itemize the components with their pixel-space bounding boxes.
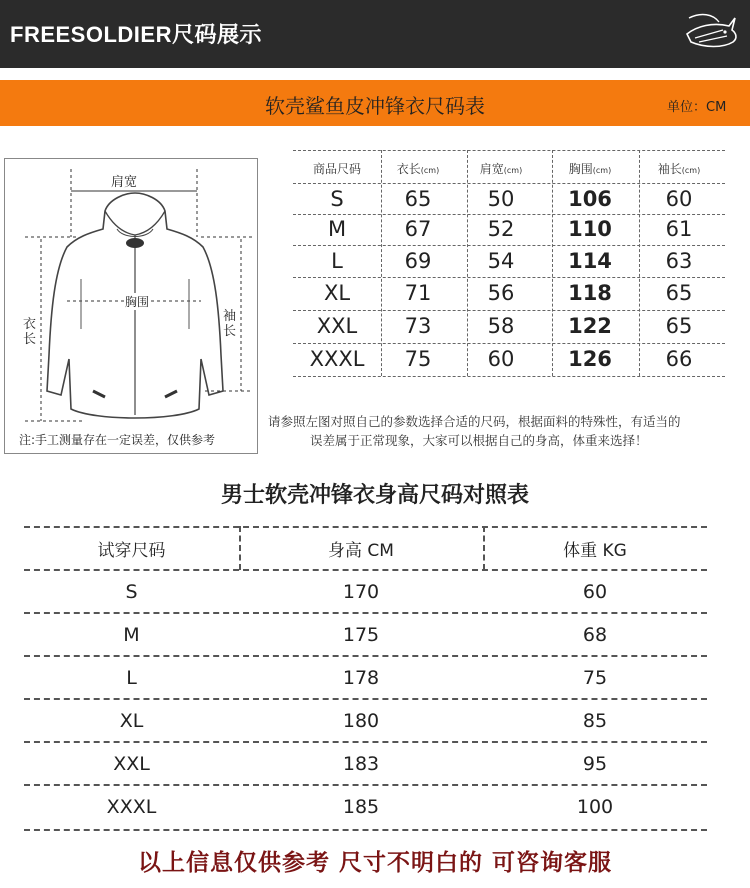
shark-logo-icon: [683, 8, 741, 60]
table-divider: [24, 784, 707, 786]
table-cell: XXXL: [106, 796, 157, 818]
footer-notice: 以上信息仅供参考 尺寸不明白的 可咨询客服: [137, 850, 612, 876]
table-cell: 67: [404, 217, 432, 241]
table-column-divider: [381, 150, 382, 376]
table-cell: 68: [582, 623, 608, 646]
table-column-divider: [239, 526, 241, 570]
table-cell: 85: [582, 709, 608, 732]
note-line: 请参照左图对照自己的参数选择合适的尺码，根据面料的特殊性，有适当的: [268, 414, 681, 429]
chest-label: 胸围: [125, 295, 150, 309]
table-header-cell: 身高 CM: [328, 540, 394, 561]
table-divider: [293, 214, 725, 215]
table-cell: 106: [568, 187, 612, 211]
table-cell: 180: [342, 709, 380, 732]
jacket-measurement-diagram: [4, 158, 258, 454]
size-table-header-cell: 袖长(cm): [657, 161, 701, 176]
height-table-row: [24, 699, 707, 742]
table-cell: 175: [342, 623, 380, 646]
note-line: 误差属于正常现象，大家可以根据自己的身高，体重来选择！: [310, 433, 648, 448]
table-divider: [24, 526, 707, 528]
table-cell: XL: [119, 709, 144, 732]
table-column-divider: [639, 150, 640, 376]
table-divider: [24, 655, 707, 657]
table-divider: [24, 698, 707, 700]
size-table-row: [293, 184, 725, 214]
size-table-header: [293, 156, 725, 180]
table-cell: 118: [568, 281, 612, 305]
table-cell: 63: [665, 249, 693, 273]
table-column-divider: [467, 150, 468, 376]
table-cell: 95: [582, 752, 608, 775]
table-column-divider: [552, 150, 553, 376]
size-table-row: [293, 246, 725, 276]
table-divider: [24, 741, 707, 743]
table-cell: 100: [576, 796, 614, 818]
size-table-row: [293, 344, 725, 374]
table-header-cell: 体重 KG: [563, 540, 627, 561]
table-cell: 73: [404, 314, 432, 338]
size-table-header-cell: 衣长(cm): [396, 161, 440, 176]
table-cell: 71: [404, 281, 432, 305]
table-cell: 66: [665, 347, 693, 371]
length-label: 衣长: [23, 317, 37, 347]
size-table-row: [293, 278, 725, 308]
table-divider: [24, 612, 707, 614]
table-cell: 50: [487, 187, 515, 211]
size-table-row: [293, 214, 725, 244]
table-cell: 65: [665, 314, 693, 338]
size-table-row: [293, 311, 725, 341]
table-cell: 122: [568, 314, 612, 338]
table-divider: [293, 150, 725, 151]
size-table-header-cell: 胸围(cm): [568, 161, 612, 176]
table-cell: XXXL: [309, 347, 365, 371]
table-cell: 69: [404, 249, 432, 273]
table-cell: 52: [487, 217, 515, 241]
table-cell: XXL: [113, 752, 150, 775]
table-cell: XXL: [316, 314, 358, 338]
table-cell: M: [123, 623, 140, 646]
table-cell: 60: [582, 580, 608, 603]
table-cell: 183: [342, 752, 380, 775]
table-divider: [293, 183, 725, 184]
table-divider: [24, 829, 707, 831]
table-cell: 60: [665, 187, 693, 211]
table-cell: 65: [665, 281, 693, 305]
shoulder-width-label: 肩宽: [111, 175, 138, 190]
brand-subtitle: 尺码展示: [171, 22, 262, 47]
height-table-row: [24, 570, 707, 613]
sleeve-label: 袖长: [223, 309, 237, 339]
table-divider: [293, 376, 725, 377]
table-cell: 126: [568, 347, 612, 371]
table-cell: L: [331, 249, 343, 273]
table-cell: L: [126, 666, 137, 689]
height-table-row: [24, 613, 707, 656]
table-cell: 58: [487, 314, 515, 338]
table-divider: [293, 245, 725, 246]
height-table-row: [24, 785, 707, 829]
brand-name: FREESOLDIER: [10, 22, 172, 47]
diagram-note: 注:手工测量存在一定误差，仅供参考: [19, 433, 216, 447]
table-cell: 61: [665, 217, 693, 241]
table-divider: [293, 277, 725, 278]
table-cell: 185: [342, 796, 380, 818]
table-cell: S: [330, 187, 344, 211]
table-cell: 54: [487, 249, 515, 273]
table-cell: 170: [342, 580, 380, 603]
table-cell: 75: [582, 666, 608, 689]
table-cell: S: [125, 580, 138, 603]
table-divider: [293, 343, 725, 344]
table-cell: 65: [404, 187, 432, 211]
table-cell: XL: [323, 281, 351, 305]
table-divider: [293, 310, 725, 311]
table-cell: 56: [487, 281, 515, 305]
height-table-row: [24, 742, 707, 785]
table-cell: 60: [487, 347, 515, 371]
table-cell: 178: [342, 666, 380, 689]
size-table-header-cell: 肩宽(cm): [479, 161, 523, 176]
table-cell: 75: [404, 347, 432, 371]
table-cell: 114: [568, 249, 612, 273]
brand-title: [10, 18, 262, 49]
table-column-divider: [483, 526, 485, 570]
size-selection-note: [268, 412, 748, 450]
table-cell: M: [327, 217, 347, 241]
size-chart-title: 软壳鲨鱼皮冲锋衣尺码表: [265, 94, 485, 118]
table-cell: 110: [568, 217, 612, 241]
height-table-row: [24, 656, 707, 699]
unit-label: 单位：CM: [667, 100, 727, 115]
table-divider: [24, 569, 707, 571]
height-table-title: 男士软壳冲锋衣身高尺码对照表: [220, 483, 529, 508]
table-header-cell: 试穿尺码: [97, 540, 166, 561]
height-table-header: [24, 527, 707, 569]
size-table-header-cell: 商品尺码: [312, 161, 361, 176]
